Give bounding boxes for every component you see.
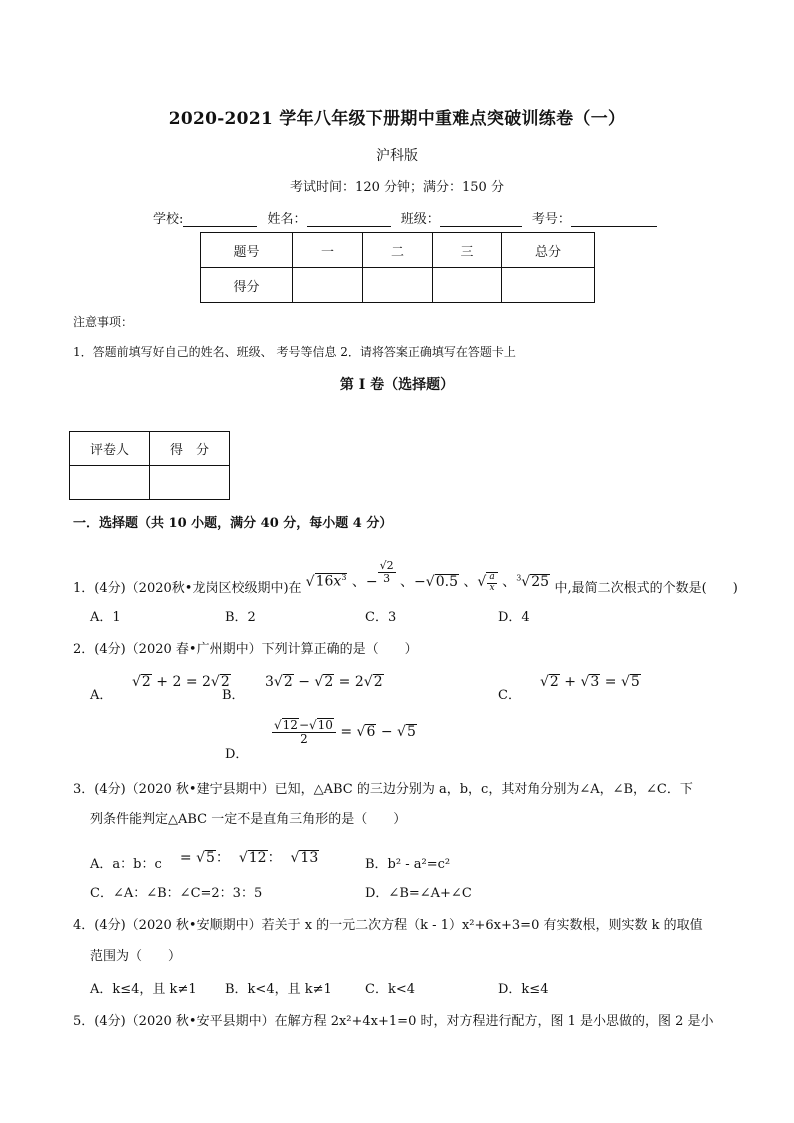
score-input-cell[interactable] — [433, 268, 502, 303]
q1-option-c[interactable]: C．3 — [365, 610, 397, 625]
score-header-cell: 题号 — [201, 233, 293, 268]
grader-label: 评卷人 — [70, 432, 150, 466]
question-3-line1: 3．(4分)（2020 秋•建宁县期中）已知，△ABC 的三边分别为 a，b，c，其对角分别为∠A，∠B，∠C．下 — [73, 782, 693, 797]
q2-option-b-label[interactable]: B． — [222, 688, 245, 703]
exam-info: 考试时间：120 分钟；满分：150 分 — [290, 180, 504, 195]
grader-score-label: 得 分 — [150, 432, 230, 466]
q3-option-a[interactable]: A．a：b：c = √5： √12： √13 — [90, 850, 319, 872]
score-header-cell: 二 — [363, 233, 433, 268]
class-label: 班级： — [400, 212, 440, 227]
score-input-cell[interactable] — [293, 268, 363, 303]
name-field[interactable] — [307, 213, 391, 227]
q4-option-b[interactable]: B．k<4，且 k≠1 — [225, 982, 332, 997]
number-field[interactable] — [571, 213, 657, 227]
question-4-line2: 范围为（ ） — [90, 949, 182, 964]
grader-table — [69, 431, 230, 500]
number-label: 考号： — [531, 212, 571, 227]
q2-option-d-label[interactable]: D． — [225, 747, 249, 762]
score-input-cell[interactable] — [363, 268, 433, 303]
grader-input-cell[interactable] — [70, 466, 150, 500]
notes-text: 1．答题前填写好自己的姓名、班级、 考号等信息 2．请将答案正确填写在答题卡上 — [73, 345, 516, 359]
q3-option-c[interactable]: C．∠A：∠B：∠C=2：3：5 — [90, 886, 263, 901]
q3-option-a-label: A．a：b：c — [90, 857, 162, 872]
notes-heading: 注意事项： — [73, 315, 134, 329]
q3-option-d[interactable]: D．∠B=∠A+∠C — [365, 886, 472, 901]
q1-math-expressions: $√16x^3$ 、− $\frac{√2}{3}$ 、−√0.5 、√ $\frac{a}{x}$ 、$^3$√25 — [305, 559, 550, 594]
q2-option-c-expr: √2 + √3 = √5 — [540, 674, 640, 690]
q4-option-a[interactable]: A．k≤4，且 k≠1 — [90, 982, 197, 997]
q2-option-a-expr: √2 + 2 = 2√2 — [132, 674, 230, 690]
question-1-prefix: 1．(4分)（2020秋•龙岗区校级期中)在 — [73, 581, 302, 597]
volume-title: 第 I 卷（选择题） — [339, 377, 455, 393]
question-1 — [73, 559, 738, 600]
class-field[interactable] — [440, 213, 522, 227]
section-heading: 一．选择题（共 10 小题，满分 40 分，每小题 4 分） — [73, 516, 393, 531]
q4-option-c[interactable]: C．k<4 — [365, 982, 415, 997]
question-5-line1: 5．(4分)（2020 秋•安平县期中）在解方程 2x²+4x+1=0 时，对方程进行配方，图 1 是小思做的，图 2 是小 — [73, 1014, 714, 1029]
question-1-suffix: 中,最简二次根式的个数是( ) — [554, 581, 738, 597]
student-info-row — [153, 208, 663, 227]
score-row-label: 得分 — [201, 268, 293, 303]
question-4-line1: 4．(4分)（2020 秋•安顺期中）若关于 x 的一元二次方程（k - 1）x²+6x+3=0 有实数根，则实数 k 的取值 — [73, 918, 703, 933]
q2-option-d-expr: $\frac{√12-√10}{2}$ = √6 − √5 — [274, 718, 416, 747]
name-label: 姓名： — [267, 212, 307, 227]
q4-option-d[interactable]: D．k≤4 — [498, 982, 549, 997]
school-label: 学校: — [153, 212, 184, 227]
q1-option-a[interactable]: A．1 — [90, 610, 121, 625]
q2-option-a-label[interactable]: A． — [90, 688, 113, 703]
score-input-cell[interactable] — [502, 268, 595, 303]
edition-label: 沪科版 — [376, 148, 418, 164]
grader-score-input-cell[interactable] — [150, 466, 230, 500]
q2-option-c-label[interactable]: C． — [498, 688, 521, 703]
page-title: 2020-2021 学年八年级下册期中重难点突破训练卷（一） — [168, 109, 626, 129]
question-3-line2: 列条件能判定△ABC 一定不是直角三角形的是（ ） — [90, 812, 407, 827]
q3-option-b[interactable]: B．b² - a²=c² — [365, 857, 451, 872]
question-2-stem: 2．(4分)（2020 春•广州期中）下列计算正确的是（ ） — [73, 642, 418, 657]
score-header-cell: 三 — [433, 233, 502, 268]
q1-option-b[interactable]: B．2 — [225, 610, 256, 625]
score-table — [200, 232, 595, 303]
score-header-cell: 一 — [293, 233, 363, 268]
q2-option-b-expr: 3√2 − √2 = 2√2 — [265, 674, 383, 690]
score-header-cell: 总分 — [502, 233, 595, 268]
school-field[interactable] — [183, 213, 257, 227]
q1-option-d[interactable]: D．4 — [498, 610, 530, 625]
